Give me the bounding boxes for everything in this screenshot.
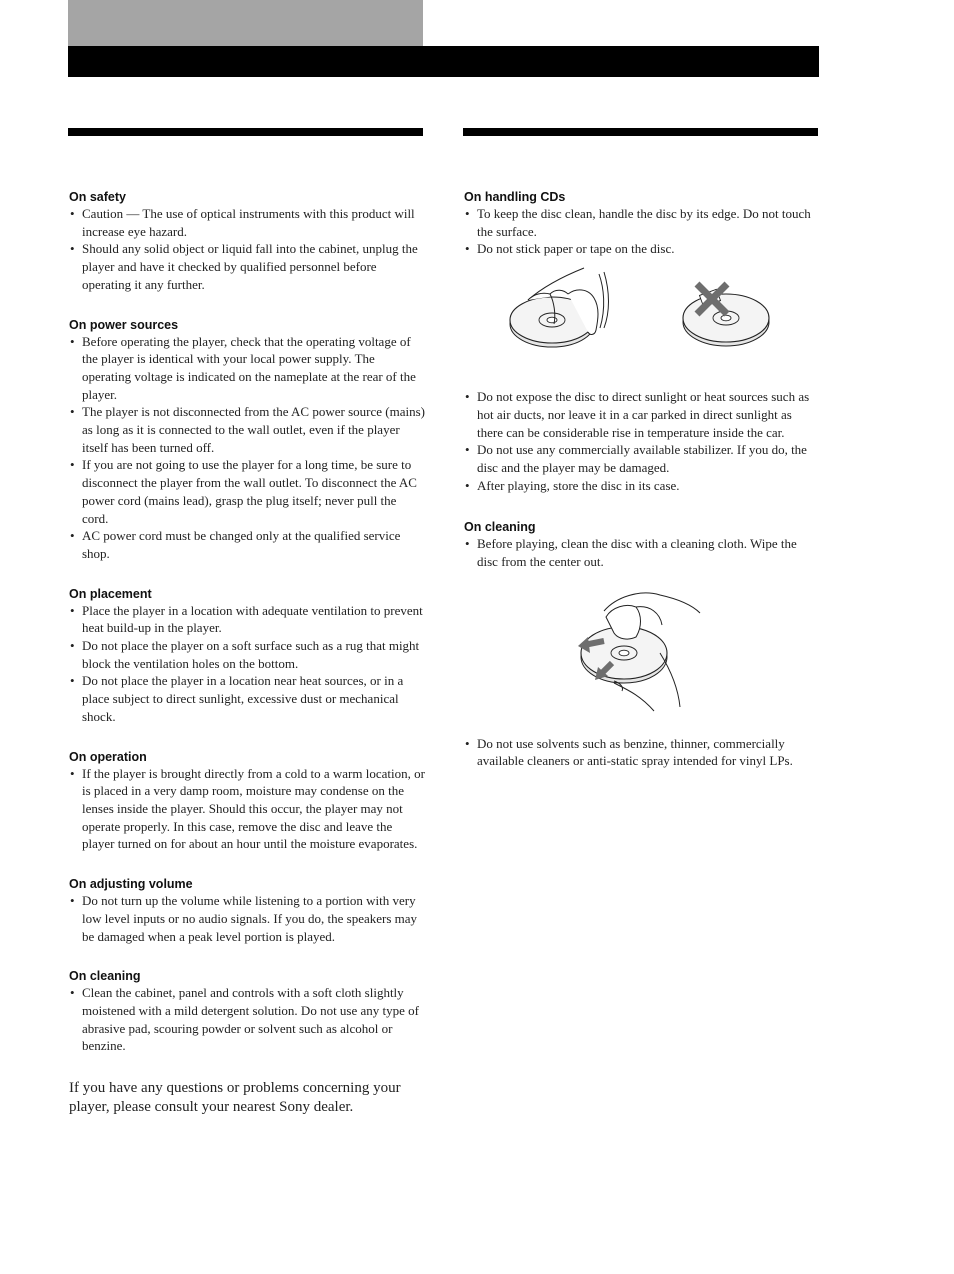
bullet-item: • If you are not going to use the player for a long time, be sure to disconnect the player from the wall outlet. To disconnect the AC power cord (mains lead), grasp the plug itself; never pull the cord. bbox=[69, 456, 425, 527]
section-heading: On safety bbox=[69, 190, 126, 204]
section-heading: On operation bbox=[69, 749, 147, 764]
disc-with-tape-x-icon bbox=[683, 284, 769, 346]
section-on-handling-cds bbox=[464, 190, 820, 494]
bullet-item: • If the player is brought directly from a cold to a warm location, or is placed in a very damp room, moisture may condense on the lenses inside the player. Should this occur, the player may not operate properly. In this case, remove the disc and leave the player turned on for about an hour until the moisture evaporates. bbox=[69, 765, 425, 854]
hand-wiping-disc-icon bbox=[578, 593, 700, 711]
bullet-item: • Caution — The use of optical instruments with this product will increase eye hazard. bbox=[69, 205, 425, 240]
bullet-item: • Do not place the player on a soft surface such as a rug that might block the ventilation holes on the bottom. bbox=[69, 637, 425, 672]
bullet-item: • Do not turn up the volume while listening to a portion with very low level inputs or no audio signals. If you do, the speakers may be damaged when a peak level portion is played. bbox=[69, 892, 425, 945]
bullet-item: • AC power cord must be changed only at the qualified service shop. bbox=[69, 527, 425, 562]
closing-note: If you have any questions or problems concerning your player, please consult your nearest Sony dealer. bbox=[69, 1080, 401, 1116]
section-on-power-sources bbox=[69, 318, 425, 563]
bullet-item: • To keep the disc clean, handle the disc by its edge. Do not touch the surface. bbox=[464, 205, 820, 240]
bullet-list bbox=[464, 388, 820, 494]
section-on-placement bbox=[69, 587, 425, 726]
section-on-cleaning-disc bbox=[464, 520, 820, 770]
section-heading: On handling CDs bbox=[464, 190, 566, 204]
section-heading: On placement bbox=[69, 586, 152, 601]
bullet-list bbox=[464, 205, 820, 258]
disc-cleaning-illustration bbox=[464, 575, 818, 725]
bullet-item: • The player is not disconnected from the AC power source (mains) as long as it is connected to the wall outlet, even if the player itself has been turned off. bbox=[69, 403, 425, 456]
section-heading: On cleaning bbox=[69, 969, 141, 984]
bullet-list bbox=[69, 602, 425, 726]
bullet-list bbox=[464, 535, 820, 570]
bullet-item: • Do not stick paper or tape on the disc. bbox=[464, 240, 820, 258]
bullet-item: • After playing, store the disc in its case. bbox=[464, 477, 820, 495]
bullet-item: • Do not place the player in a location near heat sources, or in a place subject to direct sunlight, excessive dust or mechanical shock. bbox=[69, 672, 425, 725]
section-on-cleaning-player bbox=[69, 969, 425, 1055]
section-heading: On power sources bbox=[69, 317, 179, 332]
bullet-list bbox=[69, 984, 425, 1055]
bullet-list bbox=[69, 205, 425, 294]
disc-handling-illustration bbox=[464, 258, 818, 380]
right-column-rule bbox=[463, 128, 818, 136]
left-column bbox=[69, 190, 425, 1117]
hand-holding-disc-icon bbox=[510, 268, 609, 347]
bullet-item: • Do not use any commercially available stabilizer. If you do, the disc and the player may be damaged. bbox=[464, 441, 820, 476]
header-gray-tab bbox=[68, 0, 423, 46]
bullet-list bbox=[464, 735, 820, 770]
section-heading: On cleaning bbox=[464, 520, 536, 535]
bullet-item: • Clean the cabinet, panel and controls with a soft cloth slightly moistened with a mild detergent solution. Do not use any type of abrasive pad, scouring powder or solvent such as alcohol or benzine. bbox=[69, 984, 425, 1055]
bullet-item: • Do not use solvents such as benzine, thinner, commercially available cleaners or anti-static spray intended for vinyl LPs. bbox=[464, 735, 820, 770]
bullet-item: • Before playing, clean the disc with a cleaning cloth. Wipe the disc from the center out. bbox=[464, 535, 820, 570]
section-on-adjusting-volume bbox=[69, 877, 425, 945]
section-on-operation bbox=[69, 750, 425, 854]
left-column-rule bbox=[68, 128, 423, 136]
bullet-list bbox=[69, 892, 425, 945]
bullet-list bbox=[69, 333, 425, 563]
bullet-item: • Should any solid object or liquid fall into the cabinet, unplug the player and have it checked by qualified personnel before operating it any further. bbox=[69, 240, 425, 293]
bullet-item: • Do not expose the disc to direct sunlight or heat sources such as hot air ducts, nor leave it in a car parked in direct sunlight as there can be considerable rise in temperature inside the car. bbox=[464, 388, 820, 441]
right-column bbox=[464, 190, 820, 794]
header-black-band bbox=[68, 46, 819, 77]
section-heading: On adjusting volume bbox=[69, 877, 193, 892]
bullet-list bbox=[69, 765, 425, 854]
bullet-item: • Before operating the player, check that the operating voltage of the player is identical with your local power supply. The operating voltage is indicated on the nameplate at the rear of the player. bbox=[69, 333, 425, 404]
section-on-safety bbox=[69, 190, 425, 294]
bullet-item: • Place the player in a location with adequate ventilation to prevent heat build-up in the player. bbox=[69, 602, 425, 637]
